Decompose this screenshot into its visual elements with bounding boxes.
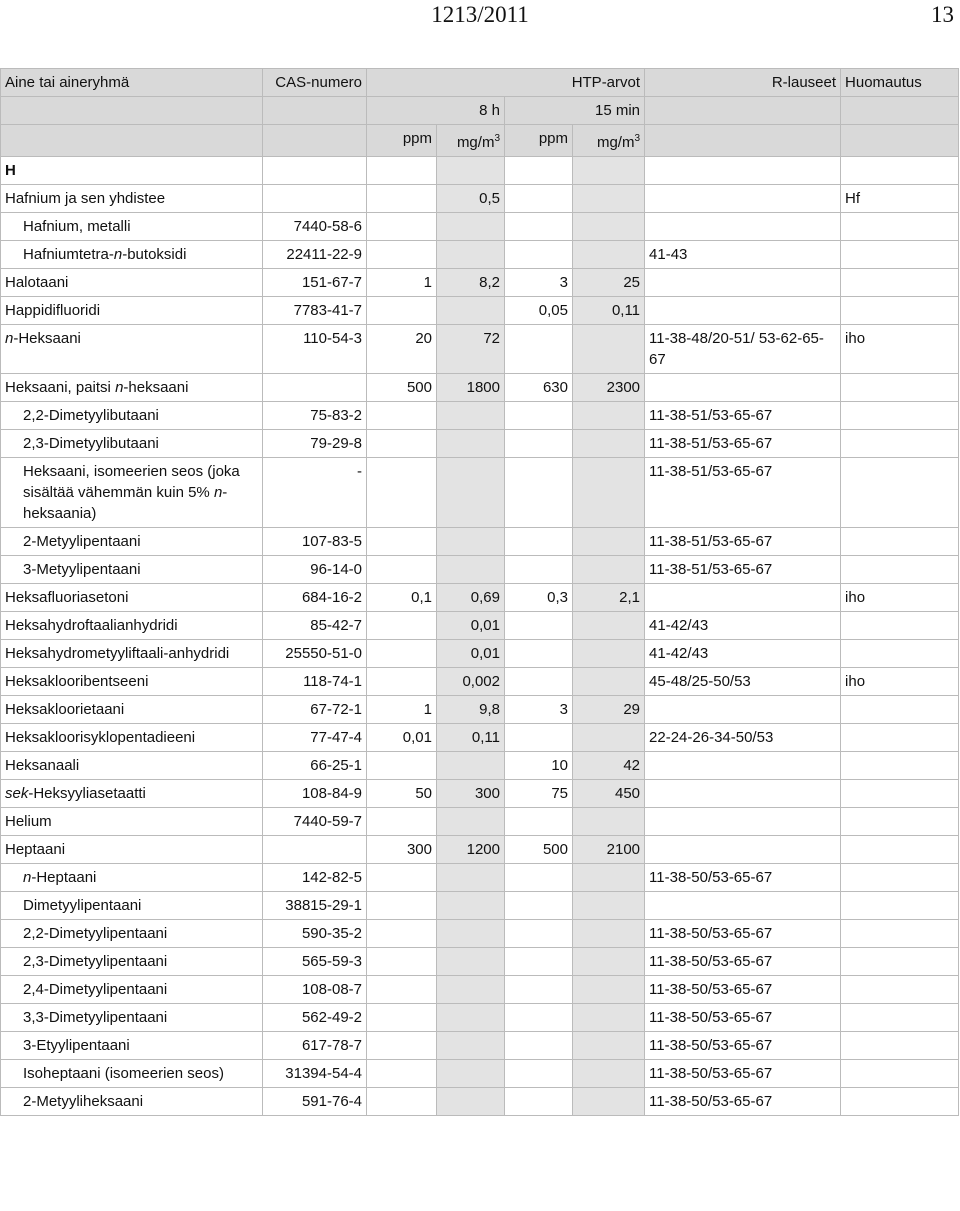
- table-row: [1, 920, 959, 948]
- mgm3-15min-cell: [573, 325, 645, 374]
- mgm3-8h-cell: [437, 213, 505, 241]
- cas-cell: 7783-41-7: [263, 297, 367, 325]
- mgm3-15min-cell: 25: [573, 269, 645, 297]
- note-cell: [841, 948, 959, 976]
- ppm-8h-cell: 1: [367, 696, 437, 724]
- mgm3-15min-cell: [573, 976, 645, 1004]
- mgm3-15min-cell: [573, 458, 645, 528]
- mgm3-15min-cell: 2,1: [573, 584, 645, 612]
- substance-cell: Heksakloorisyklopentadieeni: [1, 724, 263, 752]
- note-cell: Hf: [841, 185, 959, 213]
- table-row: [1, 1060, 959, 1088]
- r-phrase-cell: [645, 780, 841, 808]
- substance-cell: Heksakloorietaani: [1, 696, 263, 724]
- substance-cell: Helium: [1, 808, 263, 836]
- mgm3-8h-cell: [437, 808, 505, 836]
- cas-cell: 7440-58-6: [263, 213, 367, 241]
- r-phrase-cell: 11-38-50/53-65-67: [645, 948, 841, 976]
- substance-cell: Heksaklooribentseeni: [1, 668, 263, 696]
- r-phrase-cell: 11-38-50/53-65-67: [645, 1004, 841, 1032]
- substance-cell: n-Heptaani: [1, 864, 263, 892]
- note-cell: [841, 780, 959, 808]
- note-cell: iho: [841, 584, 959, 612]
- r-phrase-cell: 11-38-50/53-65-67: [645, 1032, 841, 1060]
- ppm-8h-cell: [367, 1032, 437, 1060]
- substance-cell: Dimetyylipentaani: [1, 892, 263, 920]
- page-number: 13: [931, 2, 954, 27]
- ppm-8h-cell: [367, 402, 437, 430]
- table-row: [1, 241, 959, 269]
- cas-cell: 142-82-5: [263, 864, 367, 892]
- ppm-15min-cell: [505, 213, 573, 241]
- section-row: [1, 157, 959, 185]
- ppm-8h-cell: [367, 1060, 437, 1088]
- substance-cell: Heksaani, isomeerien seos (joka sisältää vähemmän kuin 5% n-heksaania): [1, 458, 263, 528]
- mgm3-15min-cell: [573, 402, 645, 430]
- r-phrase-cell: [645, 584, 841, 612]
- ppm-15min-cell: [505, 864, 573, 892]
- ppm-8h-cell: 500: [367, 374, 437, 402]
- mgm3-8h-cell: [437, 528, 505, 556]
- note-cell: [841, 752, 959, 780]
- ppm-8h-cell: [367, 430, 437, 458]
- note-cell: [841, 864, 959, 892]
- mgm3-15min-cell: [573, 1088, 645, 1116]
- ppm-15min-cell: [505, 402, 573, 430]
- note-cell: [841, 1088, 959, 1116]
- cas-cell: 22411-22-9: [263, 241, 367, 269]
- ppm-15min-cell: [505, 185, 573, 213]
- substance-cell: 2-Metyylipentaani: [1, 528, 263, 556]
- mgm3-8h-cell: 8,2: [437, 269, 505, 297]
- table-row: [1, 836, 959, 864]
- cas-cell: -: [263, 458, 367, 528]
- table-row: [1, 668, 959, 696]
- ppm-15min-cell: 0,3: [505, 584, 573, 612]
- cas-cell: 66-25-1: [263, 752, 367, 780]
- page-header: [0, 0, 960, 40]
- r-phrase-cell: 11-38-51/53-65-67: [645, 402, 841, 430]
- mgm3-8h-cell: [437, 1032, 505, 1060]
- r-phrase-cell: 41-42/43: [645, 640, 841, 668]
- mgm3-8h-cell: 0,11: [437, 724, 505, 752]
- ppm-15min-cell: [505, 668, 573, 696]
- col-8h-header: 8 h: [367, 97, 505, 125]
- table-row: [1, 724, 959, 752]
- ppm-8h-cell: [367, 808, 437, 836]
- note-cell: [841, 836, 959, 864]
- ppm-8h-cell: [367, 668, 437, 696]
- mgm3-15min-cell: [573, 1060, 645, 1088]
- col-mgm3-15min: $mg/m^3$: [573, 125, 645, 157]
- mgm3-8h-cell: 0,01: [437, 640, 505, 668]
- ppm-8h-cell: [367, 458, 437, 528]
- cas-cell: [263, 374, 367, 402]
- r-phrase-cell: 11-38-51/53-65-67: [645, 430, 841, 458]
- note-cell: [841, 976, 959, 1004]
- mgm3-15min-cell: [573, 612, 645, 640]
- cas-cell: 590-35-2: [263, 920, 367, 948]
- cas-cell: 684-16-2: [263, 584, 367, 612]
- cas-cell: [263, 185, 367, 213]
- col-note-header: Huomautus: [841, 69, 959, 97]
- header-row-2: [1, 97, 959, 125]
- ppm-8h-cell: [367, 920, 437, 948]
- mgm3-15min-cell: 450: [573, 780, 645, 808]
- note-cell: [841, 724, 959, 752]
- ppm-8h-cell: [367, 640, 437, 668]
- cas-cell: 110-54-3: [263, 325, 367, 374]
- substance-cell: Hafniumtetra-n-butoksidi: [1, 241, 263, 269]
- mgm3-8h-cell: 9,8: [437, 696, 505, 724]
- cas-cell: 77-47-4: [263, 724, 367, 752]
- ppm-8h-cell: [367, 241, 437, 269]
- substance-cell: n-Heksaani: [1, 325, 263, 374]
- note-cell: iho: [841, 668, 959, 696]
- ppm-8h-cell: [367, 185, 437, 213]
- substance-cell: Heksaani, paitsi n-heksaani: [1, 374, 263, 402]
- ppm-15min-cell: [505, 1004, 573, 1032]
- note-cell: [841, 612, 959, 640]
- ppm-8h-cell: [367, 948, 437, 976]
- ppm-15min-cell: [505, 1060, 573, 1088]
- mgm3-8h-cell: 0,01: [437, 612, 505, 640]
- r-phrase-cell: 22-24-26-34-50/53: [645, 724, 841, 752]
- note-cell: [841, 1060, 959, 1088]
- cas-cell: 67-72-1: [263, 696, 367, 724]
- note-cell: [841, 213, 959, 241]
- r-phrase-cell: [645, 213, 841, 241]
- r-phrase-cell: [645, 297, 841, 325]
- ppm-8h-cell: [367, 612, 437, 640]
- ppm-15min-cell: 75: [505, 780, 573, 808]
- note-cell: [841, 297, 959, 325]
- note-cell: [841, 892, 959, 920]
- ppm-15min-cell: 0,05: [505, 297, 573, 325]
- substance-cell: 2,2-Dimetyylibutaani: [1, 402, 263, 430]
- table-row: [1, 640, 959, 668]
- mgm3-8h-cell: [437, 430, 505, 458]
- note-cell: [841, 1032, 959, 1060]
- substance-cell: Isoheptaani (isomeerien seos): [1, 1060, 263, 1088]
- table-row: [1, 556, 959, 584]
- ppm-15min-cell: [505, 241, 573, 269]
- mgm3-15min-cell: [573, 808, 645, 836]
- mgm3-8h-cell: [437, 297, 505, 325]
- ppm-8h-cell: [367, 213, 437, 241]
- ppm-8h-cell: 0,01: [367, 724, 437, 752]
- cas-cell: 75-83-2: [263, 402, 367, 430]
- ppm-15min-cell: [505, 612, 573, 640]
- r-phrase-cell: [645, 836, 841, 864]
- mgm3-15min-cell: 2100: [573, 836, 645, 864]
- note-cell: [841, 528, 959, 556]
- table-row: [1, 808, 959, 836]
- substance-cell: 2,2-Dimetyylipentaani: [1, 920, 263, 948]
- substance-cell: 3,3-Dimetyylipentaani: [1, 1004, 263, 1032]
- table-row: [1, 584, 959, 612]
- mgm3-15min-cell: 42: [573, 752, 645, 780]
- mgm3-8h-cell: 0,5: [437, 185, 505, 213]
- table-row: [1, 402, 959, 430]
- cas-cell: 108-08-7: [263, 976, 367, 1004]
- note-cell: [841, 458, 959, 528]
- table-row: [1, 458, 959, 528]
- note-cell: [841, 696, 959, 724]
- substance-cell: 2,4-Dimetyylipentaani: [1, 976, 263, 1004]
- cas-cell: 107-83-5: [263, 528, 367, 556]
- ppm-15min-cell: [505, 1088, 573, 1116]
- mgm3-8h-cell: [437, 976, 505, 1004]
- mgm3-15min-cell: [573, 1032, 645, 1060]
- r-phrase-cell: 11-38-50/53-65-67: [645, 1060, 841, 1088]
- table-row: [1, 528, 959, 556]
- header-row-1: [1, 69, 959, 97]
- ppm-8h-cell: [367, 752, 437, 780]
- mgm3-15min-cell: [573, 528, 645, 556]
- substance-cell: 2-Metyyliheksaani: [1, 1088, 263, 1116]
- r-phrase-cell: 45-48/25-50/53: [645, 668, 841, 696]
- cas-cell: 96-14-0: [263, 556, 367, 584]
- substance-cell: Heptaani: [1, 836, 263, 864]
- mgm3-8h-cell: [437, 402, 505, 430]
- note-cell: [841, 374, 959, 402]
- ppm-8h-cell: [367, 976, 437, 1004]
- mgm3-15min-cell: [573, 640, 645, 668]
- mgm3-8h-cell: 300: [437, 780, 505, 808]
- r-phrase-cell: 11-38-50/53-65-67: [645, 864, 841, 892]
- r-phrase-cell: [645, 269, 841, 297]
- r-phrase-cell: 11-38-51/53-65-67: [645, 556, 841, 584]
- note-cell: [841, 556, 959, 584]
- table-row: [1, 430, 959, 458]
- ppm-8h-cell: [367, 297, 437, 325]
- note-cell: [841, 430, 959, 458]
- mgm3-8h-cell: [437, 1004, 505, 1032]
- cas-cell: 25550-51-0: [263, 640, 367, 668]
- ppm-15min-cell: 3: [505, 696, 573, 724]
- mgm3-8h-cell: [437, 864, 505, 892]
- ppm-15min-cell: [505, 976, 573, 1004]
- cas-cell: 562-49-2: [263, 1004, 367, 1032]
- mgm3-15min-cell: [573, 892, 645, 920]
- table-row: [1, 948, 959, 976]
- ppm-8h-cell: 0,1: [367, 584, 437, 612]
- note-cell: [841, 402, 959, 430]
- ppm-15min-cell: [505, 892, 573, 920]
- mgm3-8h-cell: [437, 948, 505, 976]
- r-phrase-cell: 11-38-50/53-65-67: [645, 976, 841, 1004]
- limit-values-table: [0, 68, 959, 1116]
- ppm-15min-cell: 3: [505, 269, 573, 297]
- mgm3-15min-cell: [573, 556, 645, 584]
- col-htp-header: HTP-arvot: [367, 69, 645, 97]
- note-cell: [841, 808, 959, 836]
- table-row: [1, 374, 959, 402]
- note-cell: iho: [841, 325, 959, 374]
- col-15min-header: 15 min: [505, 97, 645, 125]
- substance-cell: sek-Heksyyliasetaatti: [1, 780, 263, 808]
- note-cell: [841, 1004, 959, 1032]
- mgm3-15min-cell: 2300: [573, 374, 645, 402]
- mgm3-8h-cell: 1200: [437, 836, 505, 864]
- substance-cell: 3-Etyylipentaani: [1, 1032, 263, 1060]
- mgm3-8h-cell: [437, 1088, 505, 1116]
- substance-cell: 3-Metyylipentaani: [1, 556, 263, 584]
- ppm-15min-cell: [505, 920, 573, 948]
- cas-cell: 7440-59-7: [263, 808, 367, 836]
- table-row: [1, 325, 959, 374]
- col-ppm-15min: ppm: [505, 125, 573, 157]
- mgm3-15min-cell: [573, 920, 645, 948]
- ppm-15min-cell: [505, 528, 573, 556]
- table-row: [1, 213, 959, 241]
- col-ppm-8h: ppm: [367, 125, 437, 157]
- mgm3-8h-cell: [437, 1060, 505, 1088]
- substance-cell: Hafnium, metalli: [1, 213, 263, 241]
- table-row: [1, 1004, 959, 1032]
- mgm3-15min-cell: [573, 241, 645, 269]
- mgm3-15min-cell: [573, 864, 645, 892]
- substance-cell: Heksafluoriasetoni: [1, 584, 263, 612]
- mgm3-8h-cell: 0,69: [437, 584, 505, 612]
- cas-cell: 38815-29-1: [263, 892, 367, 920]
- ppm-8h-cell: 300: [367, 836, 437, 864]
- r-phrase-cell: [645, 892, 841, 920]
- cas-cell: 31394-54-4: [263, 1060, 367, 1088]
- mgm3-15min-cell: [573, 724, 645, 752]
- col-cas-header: CAS-numero: [263, 69, 367, 97]
- note-cell: [841, 269, 959, 297]
- ppm-8h-cell: 1: [367, 269, 437, 297]
- ppm-8h-cell: [367, 556, 437, 584]
- ppm-8h-cell: [367, 1004, 437, 1032]
- table-row: [1, 780, 959, 808]
- cas-cell: [263, 836, 367, 864]
- ppm-8h-cell: [367, 892, 437, 920]
- note-cell: [841, 640, 959, 668]
- table-row: [1, 864, 959, 892]
- cas-cell: 151-67-7: [263, 269, 367, 297]
- mgm3-15min-cell: [573, 213, 645, 241]
- document-number: 1213/2011: [431, 2, 529, 27]
- r-phrase-cell: 11-38-50/53-65-67: [645, 920, 841, 948]
- ppm-8h-cell: [367, 528, 437, 556]
- mgm3-15min-cell: [573, 1004, 645, 1032]
- ppm-15min-cell: [505, 458, 573, 528]
- mgm3-8h-cell: [437, 458, 505, 528]
- mgm3-15min-cell: 29: [573, 696, 645, 724]
- table-row: [1, 892, 959, 920]
- note-cell: [841, 241, 959, 269]
- mgm3-15min-cell: [573, 185, 645, 213]
- col-r-header: R-lauseet: [645, 69, 841, 97]
- ppm-15min-cell: [505, 948, 573, 976]
- ppm-15min-cell: [505, 808, 573, 836]
- mgm3-15min-cell: [573, 668, 645, 696]
- r-phrase-cell: 11-38-50/53-65-67: [645, 1088, 841, 1116]
- substance-cell: Heksahydrometyyliftaali-anhydridi: [1, 640, 263, 668]
- substance-cell: Heksahydroftaalianhydridi: [1, 612, 263, 640]
- table-row: [1, 269, 959, 297]
- mgm3-15min-cell: [573, 430, 645, 458]
- ppm-15min-cell: 500: [505, 836, 573, 864]
- ppm-15min-cell: [505, 430, 573, 458]
- table-row: [1, 185, 959, 213]
- cas-cell: 565-59-3: [263, 948, 367, 976]
- cas-cell: 85-42-7: [263, 612, 367, 640]
- substance-cell: 2,3-Dimetyylipentaani: [1, 948, 263, 976]
- note-cell: [841, 920, 959, 948]
- r-phrase-cell: 11-38-51/53-65-67: [645, 528, 841, 556]
- cas-cell: 108-84-9: [263, 780, 367, 808]
- table-row: [1, 1088, 959, 1116]
- table-row: [1, 976, 959, 1004]
- mgm3-15min-cell: 0,11: [573, 297, 645, 325]
- ppm-8h-cell: [367, 864, 437, 892]
- r-phrase-cell: [645, 185, 841, 213]
- ppm-15min-cell: 10: [505, 752, 573, 780]
- r-phrase-cell: [645, 696, 841, 724]
- ppm-15min-cell: [505, 724, 573, 752]
- ppm-8h-cell: 50: [367, 780, 437, 808]
- ppm-15min-cell: [505, 325, 573, 374]
- mgm3-8h-cell: [437, 920, 505, 948]
- mgm3-8h-cell: [437, 556, 505, 584]
- r-phrase-cell: [645, 752, 841, 780]
- col-substance-header: Aine tai aineryhmä: [1, 69, 263, 97]
- header-row-3: [1, 125, 959, 157]
- r-phrase-cell: 41-43: [645, 241, 841, 269]
- substance-cell: Heksanaali: [1, 752, 263, 780]
- table-row: [1, 752, 959, 780]
- ppm-15min-cell: 630: [505, 374, 573, 402]
- ppm-8h-cell: [367, 1088, 437, 1116]
- section-label: H: [1, 157, 263, 185]
- ppm-15min-cell: [505, 556, 573, 584]
- cas-cell: 79-29-8: [263, 430, 367, 458]
- mgm3-8h-cell: [437, 752, 505, 780]
- r-phrase-cell: [645, 808, 841, 836]
- table-row: [1, 1032, 959, 1060]
- ppm-15min-cell: [505, 640, 573, 668]
- r-phrase-cell: 11-38-51/53-65-67: [645, 458, 841, 528]
- cas-cell: 591-76-4: [263, 1088, 367, 1116]
- mgm3-15min-cell: [573, 948, 645, 976]
- mgm3-8h-cell: 0,002: [437, 668, 505, 696]
- cas-cell: 118-74-1: [263, 668, 367, 696]
- ppm-8h-cell: 20: [367, 325, 437, 374]
- r-phrase-cell: [645, 374, 841, 402]
- substance-cell: 2,3-Dimetyylibutaani: [1, 430, 263, 458]
- mgm3-8h-cell: 1800: [437, 374, 505, 402]
- ppm-15min-cell: [505, 1032, 573, 1060]
- substance-cell: Happidifluoridi: [1, 297, 263, 325]
- substance-cell: Halotaani: [1, 269, 263, 297]
- r-phrase-cell: 41-42/43: [645, 612, 841, 640]
- table-row: [1, 297, 959, 325]
- table-row: [1, 612, 959, 640]
- substance-cell: Hafnium ja sen yhdistee: [1, 185, 263, 213]
- r-phrase-cell: 11-38-48/20-51/ 53-62-65-67: [645, 325, 841, 374]
- mgm3-8h-cell: [437, 241, 505, 269]
- mgm3-8h-cell: [437, 892, 505, 920]
- col-mgm3-8h: $mg/m^3$: [437, 125, 505, 157]
- table-row: [1, 696, 959, 724]
- cas-cell: 617-78-7: [263, 1032, 367, 1060]
- mgm3-8h-cell: 72: [437, 325, 505, 374]
